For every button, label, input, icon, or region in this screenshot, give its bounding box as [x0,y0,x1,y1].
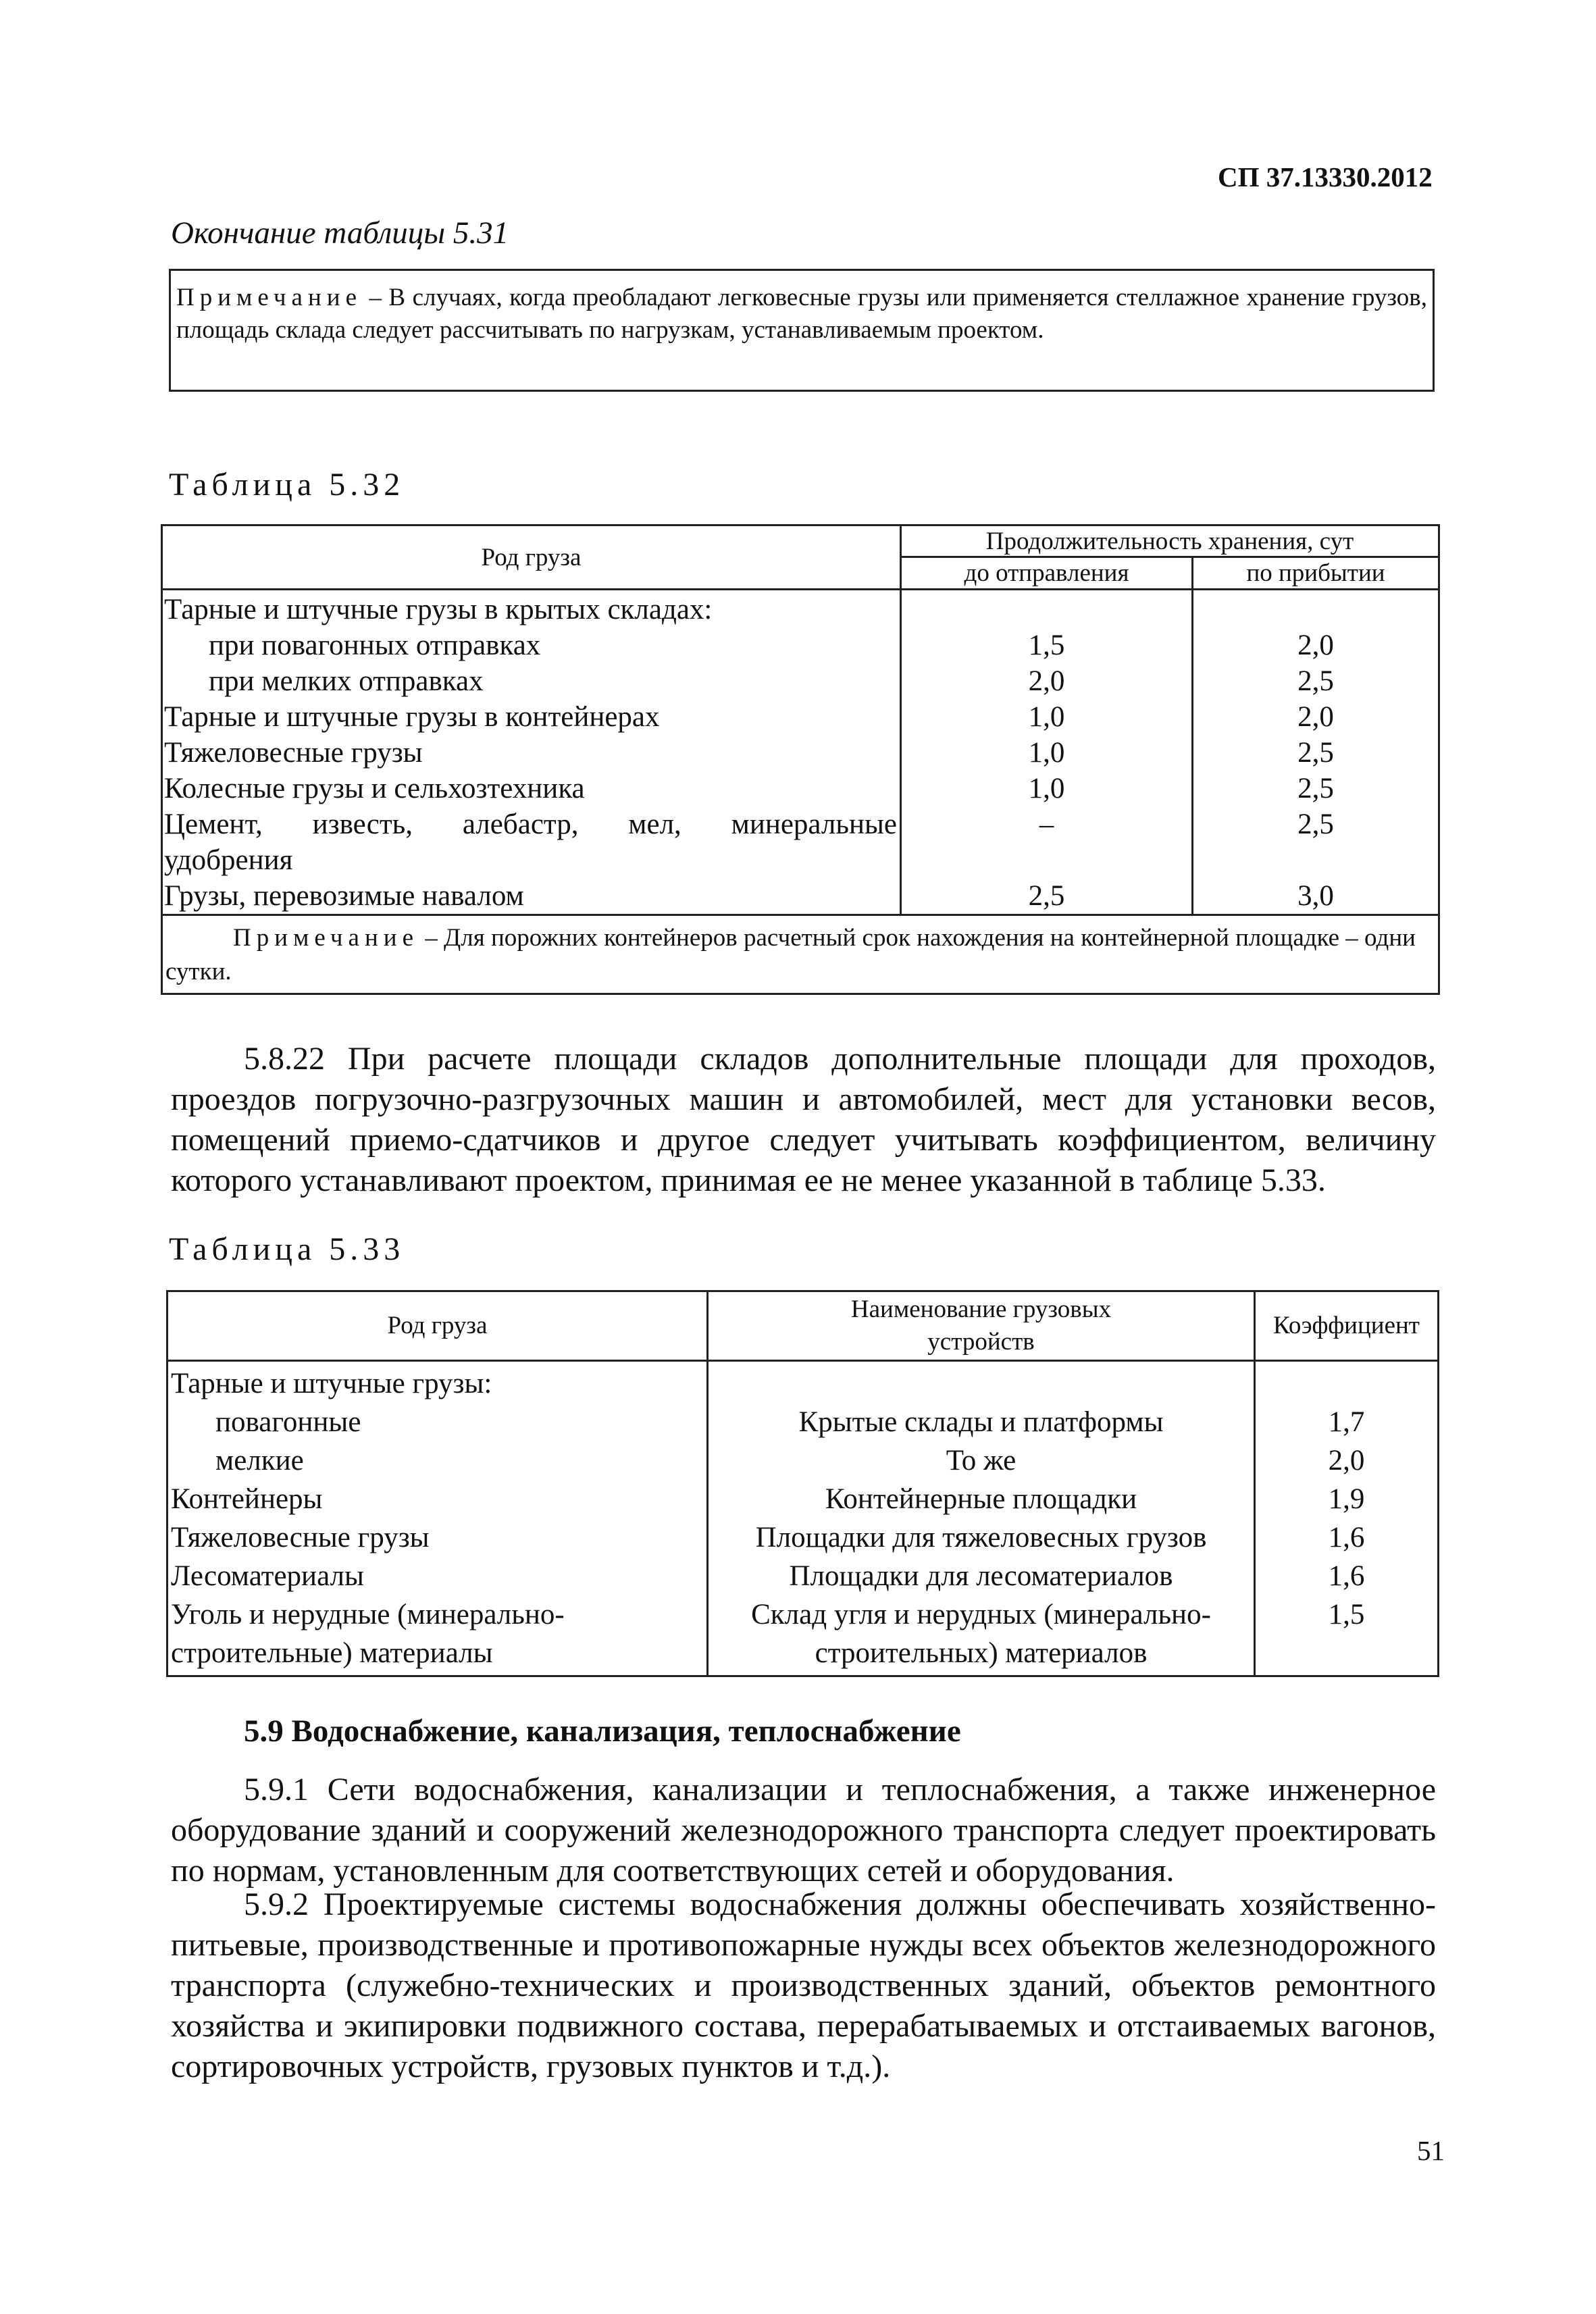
table-row-label: Тарные и штучные грузы в контейнерах [164,701,660,733]
table-row-label: Колесные грузы и сельхозтехника [164,773,585,804]
coefficient-cell: 1,6 [1328,1560,1365,1592]
table-row-label: Тарные и штучные грузы в крытых складах: [164,594,713,625]
header-line: устройств [927,1328,1035,1356]
table-row-label: Контейнеры [171,1483,323,1515]
value-cell [1193,592,1438,627]
table-row-label-justified [164,806,900,842]
value-cell: 1,5 [1028,629,1065,661]
header-cargo-type: Род груза [168,1291,708,1361]
value-cell: 3,0 [1297,880,1334,912]
document-code: СП 37.13330.2012 [1218,161,1433,192]
value-cell: 2,5 [1028,880,1065,912]
value-cell: 1,0 [1028,773,1065,804]
on-arrival-column [1193,590,1439,915]
header-cargo-devices [708,1291,1255,1361]
device-cell: Крытые склады и платформы [798,1406,1164,1438]
cargo-column [168,1361,708,1676]
coefficient-cell: 1,7 [1328,1406,1365,1438]
coefficient-cell: 2,0 [1328,1445,1365,1476]
table-532-caption: Таблица 5.32 [169,467,405,503]
table-row-label: мелкие [215,1445,304,1476]
table-row-label: при мелких отправках [209,665,484,697]
value-cell: 2,0 [1297,701,1334,733]
value-cell: 2,0 [1297,629,1334,661]
table-continuation-caption: Окончание таблицы 5.31 [171,215,509,251]
device-cell: Площадки для тяжеловесных грузов [755,1522,1207,1553]
coefficient-cell: 1,6 [1328,1522,1365,1553]
value-cell: – [1039,808,1054,840]
table-532-note [162,915,1439,994]
table-row-label: Грузы, перевозимые навалом [164,880,524,912]
cargo-column [162,590,901,915]
word: известь, [312,808,413,840]
table-533-caption: Таблица 5.33 [169,1231,405,1267]
table-row-label: Уголь и нерудные (минерально- [171,1599,565,1630]
value-cell [902,592,1191,627]
header-on-arrival: по прибытии [1193,557,1439,590]
table-row-label-continuation: строительные) материалы [171,1637,493,1669]
device-cell [709,1364,1254,1403]
device-cell-continuation: строительных) материалов [815,1637,1148,1669]
paragraph-5-9-2: 5.9.2 Проектируемые системы водоснабжения должны обеспечивать хозяйственно-питьевые, производственные и противопожарные нужды всех объектов железнодорожного транспорта (служебно-технических и производственных зданий, объектов ремонтного хозяйства и экипировки подвижного состава, перерабатываемых и отстаиваемых вагонов, сортировочных устройств, грузовых пунктов и т.д.). [171,1886,1436,2084]
device-cell: Площадки для лесоматериалов [789,1560,1173,1592]
device-cell: То же [946,1445,1016,1476]
page-number: 51 [1417,2135,1445,2166]
table-533 [166,1290,1439,1677]
header-cargo-type: Род груза [162,525,901,590]
table-row-label: при повагонных отправках [209,629,541,661]
paragraph-5-8-22: 5.8.22 При расчете площади складов дополнительные площади для проходов, проездов погрузочно-разгрузочных машин и автомобилей, мест для установки весов, помещений приемо-сдатчиков и другое следует учитывать коэффициентом, величину которого устанавливают проектом, принимая ее не менее указанной в таблице 5.33. [171,1041,1436,1198]
header-line: Наименование грузовых [850,1295,1112,1323]
word: мел, [628,808,681,840]
table-row-label: повагонные [215,1406,361,1438]
devices-column [708,1361,1255,1676]
value-cell: 1,0 [1028,737,1065,769]
before-departure-column [901,590,1193,915]
header-storage-duration: Продолжительность хранения, сут [901,525,1439,557]
device-cell: Склад угля и нерудных (минерально- [751,1599,1211,1630]
table-row-label-continuation: удобрения [164,844,293,876]
value-cell: 2,5 [1297,737,1334,769]
table-531-note [169,269,1435,392]
coefficient-cell [1256,1364,1437,1403]
coefficient-cell: 1,5 [1328,1599,1365,1630]
value-cell: 2,5 [1297,808,1334,840]
value-cell: 2,0 [1028,665,1065,697]
header-before-departure: до отправления [901,557,1193,590]
value-cell-empty [1193,842,1438,878]
note-label: Примечание [176,284,362,311]
coefficient-cell: 1,9 [1328,1483,1365,1515]
note-label: Примечание [233,924,419,952]
paragraph-5-9-1: 5.9.1 Сети водоснабжения, канализации и теплоснабжения, а также инженерное оборудование зданий и сооружений железнодорожного транспорта следует проектировать по нормам, установленным для соответствующих сетей и оборудования. [171,1772,1436,1888]
table-row-label: Тяжеловесные грузы [164,737,423,769]
word: Цемент, [164,808,263,840]
coefficient-column [1255,1361,1439,1676]
header-coefficient: Коэффициент [1255,1291,1439,1361]
value-cell: 2,5 [1297,773,1334,804]
section-heading-5-9: 5.9 Водоснабжение, канализация, теплоснабжение [244,1714,961,1749]
value-cell-empty [902,842,1191,878]
note-text: – В случаях, когда преобладают легковесные грузы или применяется стеллажное хранение грузов, площадь склада следует рассчитывать по нагрузкам, устанавливаемым проектом. [176,284,1427,344]
coefficient-cell-empty [1256,1634,1437,1672]
table-row-label: Тяжеловесные грузы [171,1522,430,1553]
value-cell: 2,5 [1297,665,1334,697]
value-cell: 1,0 [1028,701,1065,733]
table-row-label: Лесоматериалы [171,1560,364,1592]
table-532 [161,524,1440,995]
word: минеральные [731,808,897,840]
table-row-label: Тарные и штучные грузы: [171,1368,492,1399]
word: алебастр, [462,808,579,840]
device-cell: Контейнерные площадки [825,1483,1137,1515]
note-text: – Для порожних контейнеров расчетный срок нахождения на контейнерной площадке – одни сутки. [165,924,1416,985]
